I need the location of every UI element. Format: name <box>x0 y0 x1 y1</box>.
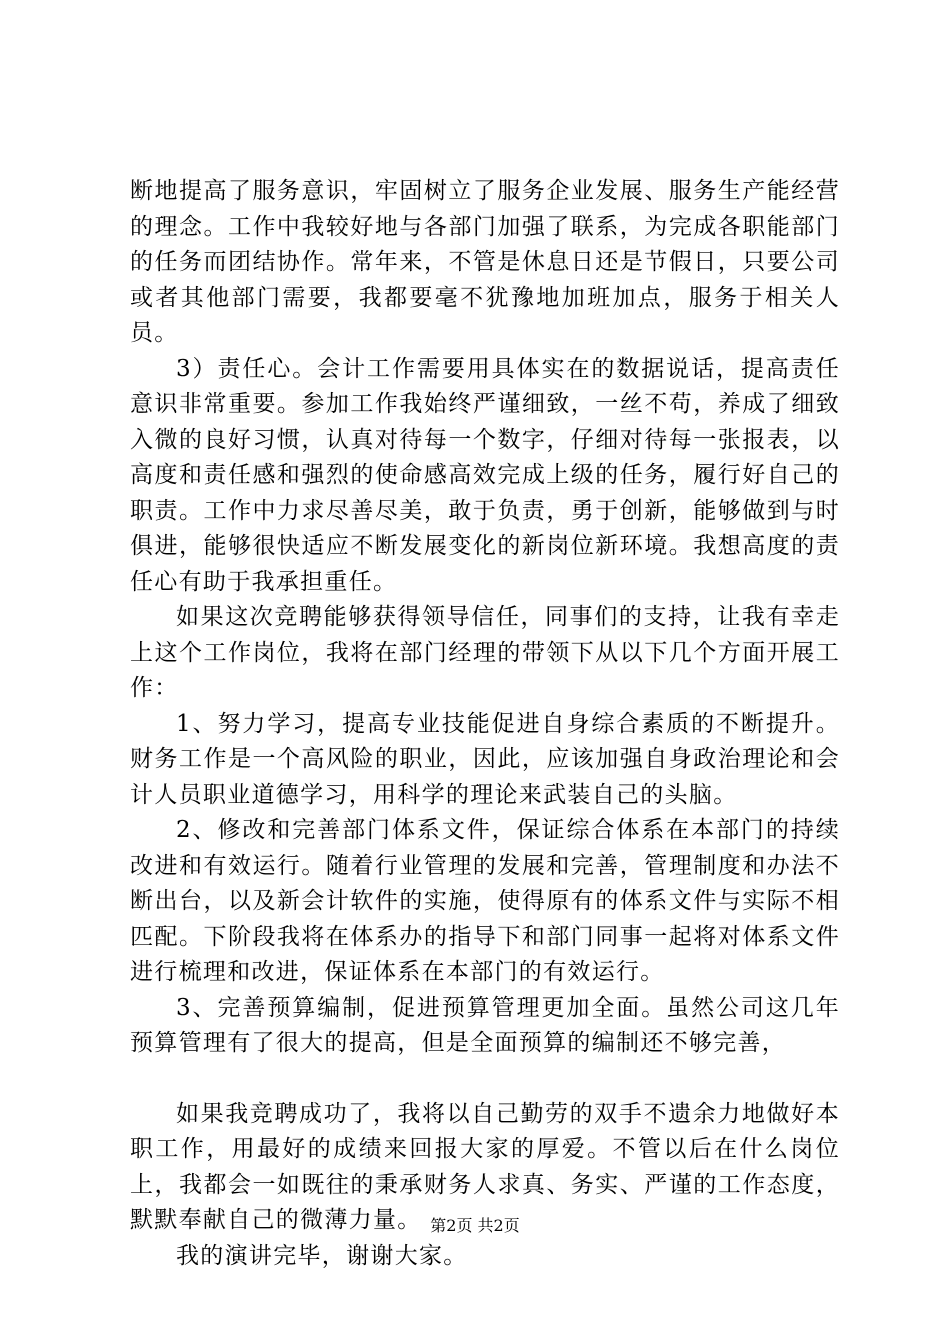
paragraph-closing: 如果我竞聘成功了，我将以自己勤劳的双手不遗余力地做好本职工作，用最好的成绩来回报大家的厚爱。不管以后在什么岗位上，我都会一如既往的秉承财务人求真、务实、严谨的工作态度，默默奉献自己的微薄力量。 <box>130 1100 840 1233</box>
page-number-footer: 第2页 共2页 <box>430 1216 520 1235</box>
paragraph-responsibility: 3）责任心。会计工作需要用具体实在的数据说话，提高责任意识非常重要。参加工作我始终严谨细致，一丝不苟，养成了细致入微的良好习惯，认真对待每一个数字，仔细对待每一张报表，以高度和责任感和强烈的使命感高效完成上级的任务，履行好自己的职责。工作中力求尽善尽美，敢于负责，勇于创新，能够做到与时俱进，能够很快适应不断发展变化的新岗位新环境。我想高度的责任心有助于我承担重任。 <box>130 355 840 595</box>
paragraph-thanks: 我的演讲完毕，谢谢大家。 <box>176 1242 468 1269</box>
document-body <box>130 174 840 1274</box>
paragraph-plan-item-1: 1、努力学习，提高专业技能促进自身综合素质的不断提升。财务工作是一个高风险的职业，因此，应该加强自身政治理论和会计人员职业道德学习，用科学的理论来武装自己的头脑。 <box>130 710 840 808</box>
paragraph-plan-item-3: 3、完善预算编制，促进预算管理更加全面。虽然公司这几年预算管理有了很大的提高，但是全面预算的编制还不够完善， <box>130 994 840 1056</box>
paragraph-service-awareness: 断地提高了服务意识，牢固树立了服务企业发展、服务生产能经营的理念。工作中我较好地与各部门加强了联系，为完成各职能部门的任务而团结协作。常年来，不管是休息日还是节假日，只要公司或者其他部门需要，我都要毫不犹豫地加班加点，服务于相关人员。 <box>130 178 840 346</box>
paragraph-work-plan-intro: 如果这次竞聘能够获得领导信任，同事们的支持，让我有幸走上这个工作岗位，我将在部门经理的带领下从以下几个方面开展工作： <box>130 604 840 701</box>
paragraph-plan-item-2: 2、修改和完善部门体系文件，保证综合体系在本部门的持续改进和有效运行。随着行业管理的发展和完善，管理制度和办法不断出台，以及新会计软件的实施，使得原有的体系文件与实际不相匹配。下阶段我将在体系办的指导下和部门同事一起将对体系文件进行梳理和改进，保证体系在本部门的有效运行。 <box>130 817 840 985</box>
